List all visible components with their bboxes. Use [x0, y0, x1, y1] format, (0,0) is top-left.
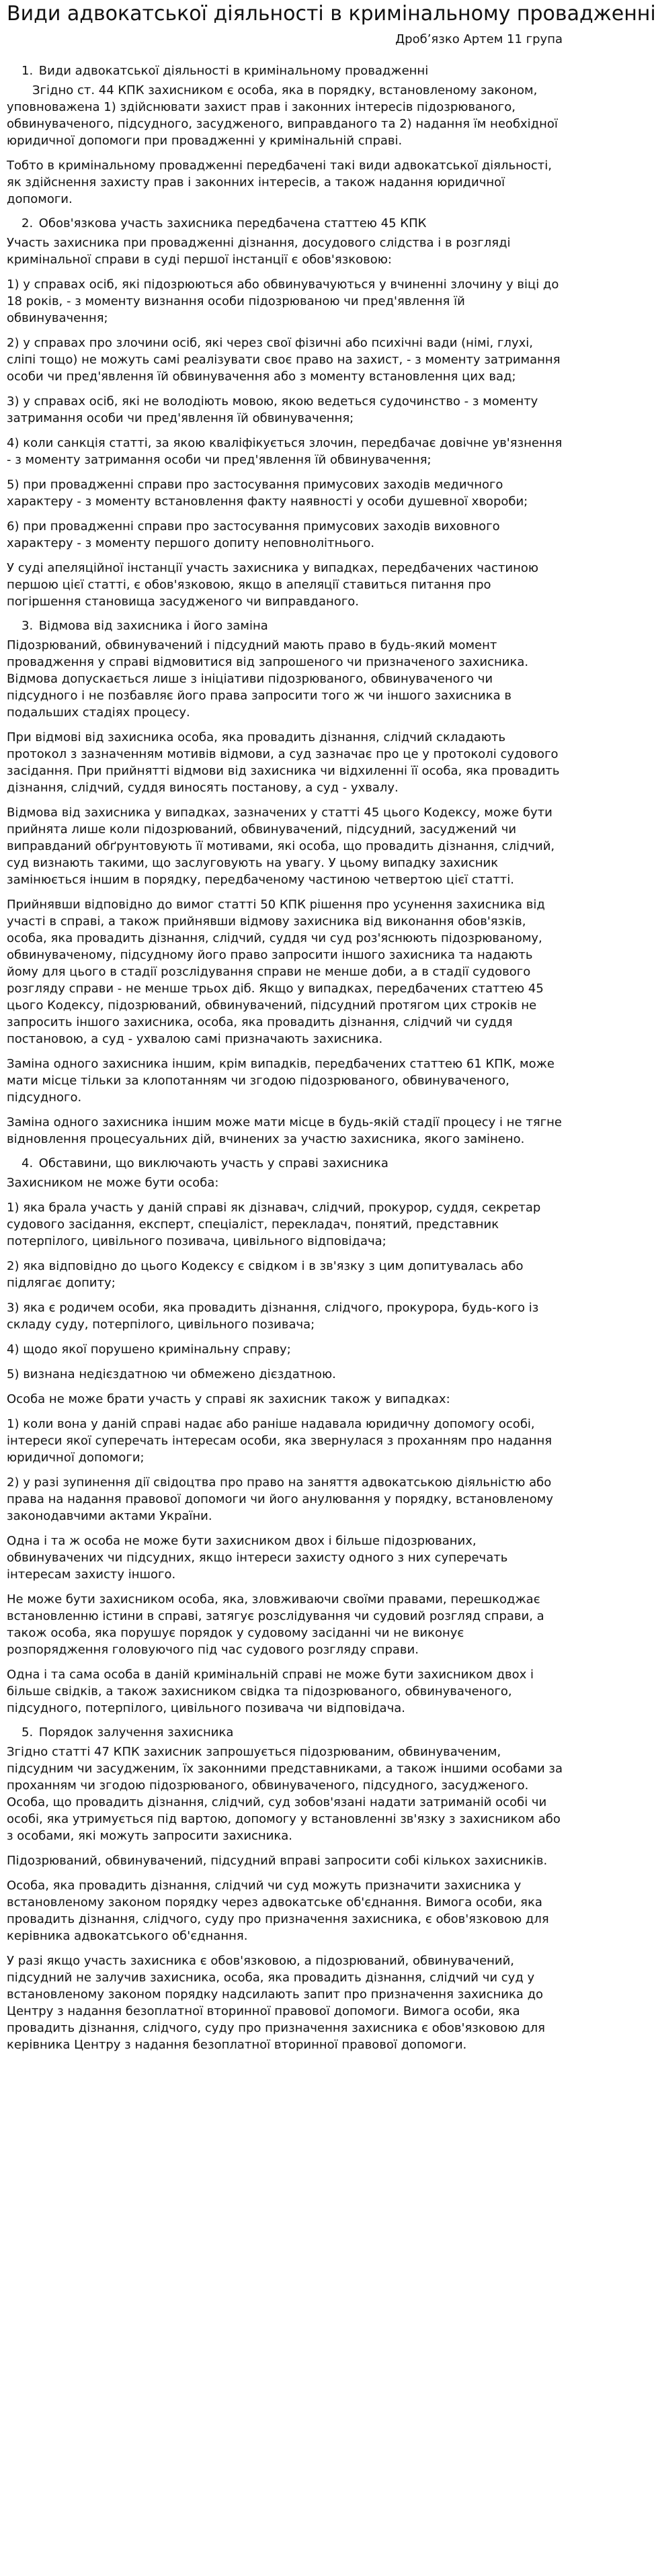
paragraph: 1) у справах осіб, які підозрюються або обвинувачуються у вчиненні злочину у віці до 18 років, - з моменту визнання особи підозрюваною чи пред'явлення їй обвинувачення;	[7, 277, 559, 325]
paragraph: Одна і та сама особа в даній кримінальній справі не може бути захисником двох і більше свідків, а також захисником свідка та підозрюваного, обвинуваченого, підсудного, потерпілого, цивільного позивача чи відповідача.	[7, 1668, 534, 1715]
document-author: Дробʼязко Артем 11 група	[395, 32, 563, 46]
paragraph: У разі якщо участь захисника є обов'язковою, а підозрюваний, обвинувачений, підсудний не залучив захисника, особа, яка провадить дізнання, слідчий чи суд у встановленому законом порядку надсилають запит про призначення захисника до Центру з надання безоплатної вторинної правової допомоги. Вимога особи, яка провадить дізнання, слідчого, суду про призначення захисника є обов'язковою для керівника Центру з надання безоплатної вторинної правової допомоги.	[7, 1954, 545, 2052]
paragraph: Прийнявши відповідно до вимог статті 50 КПК рішення про усунення захисника від участі в справі, а також прийнявши відмову захисника від виконання обов'язків, особа, яка провадить дізнання, слідчий, суддя чи суд роз'яснюють підозрюваному, обвинуваченому, підсудному його право запросити іншого захисника та надають йому для цього в стадії розслідування справи не менше доби, а в стадії судового розгляду справи - не менше трьох діб. Якщо у випадках, передбачених статтею 45 цього Кодексу, підозрюваний, обвинувачений, підсудний протягом цих строків не запросить іншого захисника, особа, яка провадить дізнання, слідчий чи суддя постановою, а суд - ухвалою самі призначають захисника.	[7, 898, 545, 1046]
paragraph: 1) яка брала участь у даній справі як дізнавач, слідчий, прокурор, суддя, секретар судового засідання, експерт, спеціаліст, перекладач, понятий, представник потерпілого, цивільного позивача, цивільного відповідача;	[7, 1201, 541, 1248]
paragraph: 3) яка є родичем особи, яка провадить дізнання, слідчого, прокурора, будь-кого із складу суду, потерпілого, цивільного позивача;	[7, 1301, 539, 1332]
paragraph: 5) при провадженні справи про застосування примусових заходів медичного характеру - з моменту встановлення факту наявності у особи душевної хвороби;	[7, 478, 528, 509]
paragraph: У суді апеляційної інстанції участь захисника у випадках, передбачених частиною першою цієї статті, є обов'язковою, якщо в апеляції ставиться питання про погіршення становища засудженого чи виправданого.	[7, 561, 539, 609]
paragraph: 4) щодо якої порушено кримінальну справу;	[7, 1342, 291, 1357]
section-heading-text: Види адвокатської діяльності в кримінальному провадженні	[38, 64, 429, 78]
paragraph: 2) у справах про злочини осіб, які через свої фізичні або психічні вади (німі, глухі, сліпі тощо) не можуть самі реалізувати своє право на захист, - з моменту затримання особи чи пред'явлення їй обвинувачення або з моменту встановлення цих вад;	[7, 336, 561, 384]
paragraph: 4) коли санкція статті, за якою кваліфікується злочин, передбачає довічне ув'язнення - з моменту затримання особи чи пред'явлення їй обвинувачення;	[7, 436, 563, 467]
section-heading-text: Обов'язкова участь захисника передбачена статтею 45 КПК	[38, 216, 427, 230]
paragraph: Особа, яка провадить дізнання, слідчий чи суд можуть призначити захисника у встановленому законом порядку через адвокатське об'єднання. Вимога особи, яка провадить дізнання, слідчого, суду про призначення захисника, є обов'язковою для керівника адвокатського об'єднання.	[7, 1879, 549, 1943]
paragraph: 2) яка відповідно до цього Кодексу є свідком і в зв'язку з цим допитувалась або підлягає допиту;	[7, 1259, 524, 1290]
section-heading-text: Порядок залучення захисника	[38, 1725, 234, 1740]
section-heading-text: Відмова від захисника і його заміна	[38, 619, 268, 633]
paragraph: Заміна одного захисника іншим може мати місце в будь-якій стадії процесу і не тягне відновлення процесуальних дій, вчинених за участю захисника, якого замінено.	[7, 1115, 562, 1146]
paragraph: Згідно ст. 44 КПК захисником є особа, яка в порядку, встановленому законом, уповноважена 1) здійснювати захист прав і законних інтересів підозрюваного, обвинуваченого, підсудного, засудженого, виправданого та 2) надання їм необхідної юридичної допомоги при провадженні у кримінальній справі.	[7, 83, 558, 148]
paragraph: 2) у разі зупинення дії свідоцтва про право на заняття адвокатською діяльністю або права на надання правової допомоги чи його анулювання у порядку, встановленому законодавчими актами України.	[7, 1475, 553, 1523]
paragraph: Не може бути захисником особа, яка, зловживаючи своїми правами, перешкоджає встановленню істини в справі, затягує розслідування чи судовий розгляд справи, а також особа, яка порушує порядок у судовому засіданні чи не виконує розпорядження головуючого під час судового розгляду справи.	[7, 1592, 544, 1657]
paragraph: Відмова від захисника у випадках, зазначених у статті 45 цього Кодексу, може бути прийнята лише коли підозрюваний, обвинувачений, підсудний, засуджений чи виправданий обґрунтовують її мотивами, які особа, що провадить дізнання, слідчий, суд визнають такими, що заслуговують на увагу. У цьому випадку захисник замінюється іншим в порядку, передбаченому частиною четвертою цієї статті.	[7, 806, 555, 887]
paragraph: При відмові від захисника особа, яка провадить дізнання, слідчий складають протокол з зазначенням мотивів відмови, а суд зазначає про це у протоколі судового засідання. При прийнятті відмови від захисника чи відхиленні її особа, яка провадить дізнання, слідчий, суддя виносять постанову, а суд - ухвалу.	[7, 730, 560, 795]
document-title: Види адвокатської діяльності в кримінальному провадженні	[7, 2, 656, 26]
paragraph: Участь захисника при провадженні дізнання, досудового слідства і в розгляді кримінальної справи в суді першої інстанції є обов'язковою:	[7, 236, 511, 267]
document-body	[7, 63, 563, 2053]
section-number: 5.	[22, 1725, 34, 1740]
paragraph: Підозрюваний, обвинувачений і підсудний мають право в будь-який момент провадження у справі відмовитися від запрошеного чи призначеного захисника. Відмова допускається лише з ініціативи підозрюваного, обвинуваченого чи підсудного і не позбавляє його права запросити того ж чи іншого захисника в подальших стадіях процесу.	[7, 638, 529, 720]
section-heading	[7, 1156, 563, 1172]
paragraph: Одна і та ж особа не може бути захисником двох і більше підозрюваних, обвинувачених чи підсудних, якщо інтереси захисту одного з них суперечать інтересам захисту іншого.	[7, 1534, 508, 1582]
paragraph: Особа не може брати участь у справі як захисник також у випадках:	[7, 1392, 450, 1406]
section-heading-text: Обставини, що виключають участь у справі захисника	[38, 1156, 388, 1170]
section-3	[7, 618, 563, 1148]
section-2	[7, 216, 563, 610]
paragraph: Згідно статті 47 КПК захисник запрошується підозрюваним, обвинуваченим, підсудним чи засудженим, їх законними представниками, а також іншими особами за проханням чи згодою підозрюваного, обвинуваченого, підсудного, засудженого. Особа, що провадить дізнання, слідчий, суд зобов'язані надати затриманій особі чи особі, яка утримується під вартою, допомогу у встановленні зв'язку з захисником або з особами, які можуть запросити захисника.	[7, 1745, 563, 1843]
section-1	[7, 63, 563, 208]
paragraph: 6) при провадженні справи про застосування примусових заходів виховного характеру - з моменту першого допиту неповнолітнього.	[7, 519, 500, 550]
section-5	[7, 1725, 563, 2053]
section-number: 2.	[22, 216, 34, 230]
paragraph: Захисником не може бути особа:	[7, 1176, 219, 1190]
paragraph: Підозрюваний, обвинувачений, підсудний вправі запросити собі кількох захисників.	[7, 1854, 548, 1868]
section-heading	[7, 618, 563, 634]
section-number: 1.	[22, 64, 34, 78]
section-heading	[7, 216, 563, 232]
section-number: 3.	[22, 619, 34, 633]
paragraph: Тобто в кримінальному провадженні передбачені такі види адвокатської діяльності, як здійснення захисту прав і законних інтересів, а також надання юридичної допомоги.	[7, 159, 552, 206]
section-heading	[7, 1725, 563, 1741]
paragraph: 1) коли вона у даній справі надає або раніше надавала юридичну допомогу особі, інтереси якої суперечать інтересам особи, яка звернулася з проханням про надання юридичної допомоги;	[7, 1417, 552, 1465]
paragraph: 5) визнана недієздатною чи обмежено дієздатною.	[7, 1367, 336, 1381]
section-number: 4.	[22, 1156, 34, 1170]
paragraph: Заміна одного захисника іншим, крім випадків, передбачених статтею 61 КПК, може мати місце тільки за клопотанням чи згодою підозрюваного, обвинуваченого, підсудного.	[7, 1057, 555, 1105]
section-heading	[7, 63, 563, 79]
section-4	[7, 1156, 563, 1717]
paragraph: 3) у справах осіб, які не володіють мовою, якою ведеться судочинство - з моменту затримання особи чи пред'явлення їй обвинувачення;	[7, 394, 538, 425]
